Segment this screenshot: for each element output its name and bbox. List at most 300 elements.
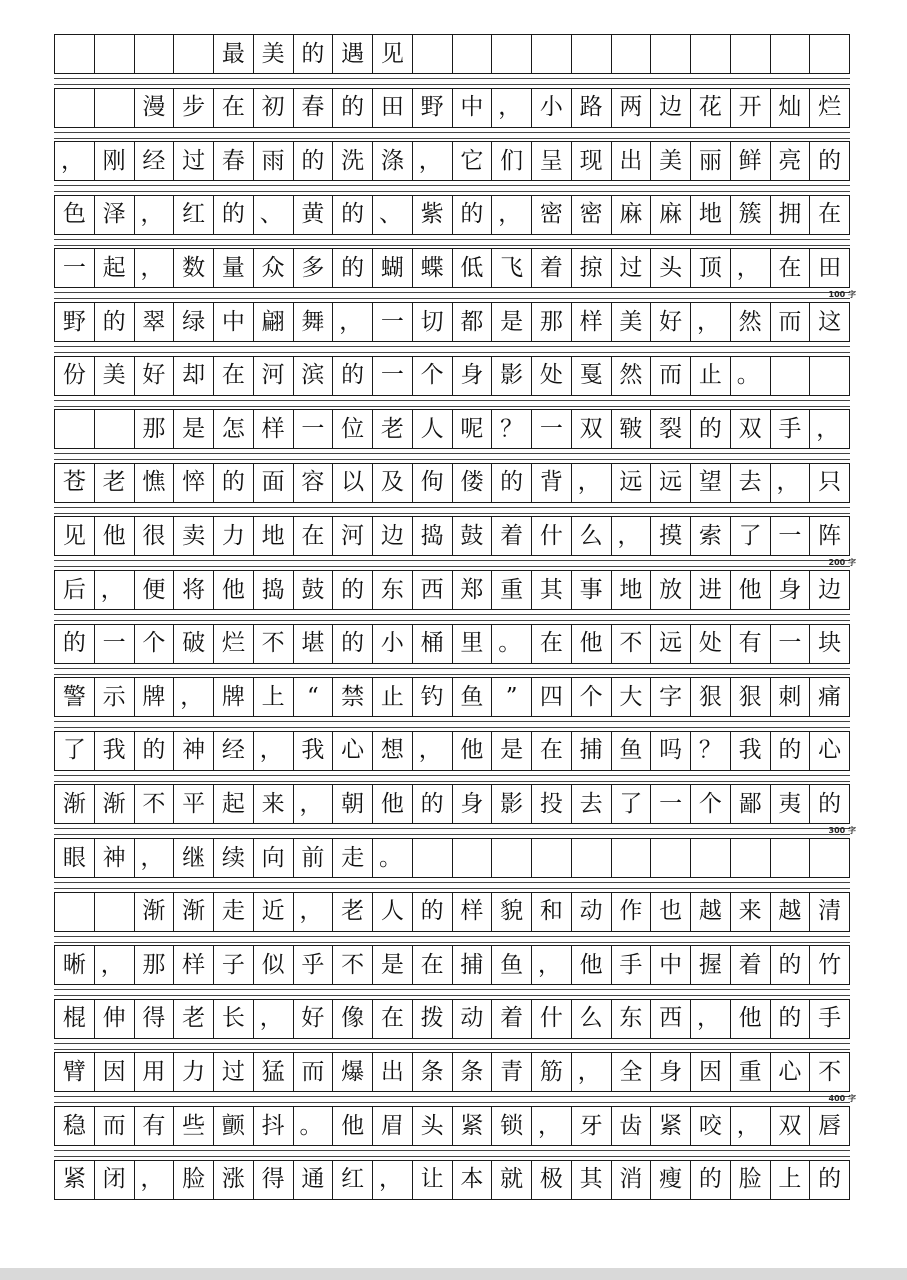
grid-cell: 过 [214, 1053, 254, 1091]
grid-cell: ， [333, 303, 373, 341]
grid-cell: 烂 [214, 625, 254, 663]
character-count-mark: 200 字 [828, 558, 856, 568]
grid-cell: 们 [492, 142, 532, 180]
grid-cell: 稳 [55, 1107, 95, 1145]
grid-cell: 手 [612, 946, 652, 984]
grid-cell: 不 [612, 625, 652, 663]
grid-cell: 上 [771, 1161, 811, 1199]
grid-cell: 大 [612, 678, 652, 716]
grid-cell: 、 [254, 196, 294, 234]
grid-cell: 渐 [174, 893, 214, 931]
grid-cell: 将 [174, 571, 214, 609]
text-row [54, 570, 850, 610]
grid-cell: 怎 [214, 410, 254, 448]
grid-cell: 顶 [691, 249, 731, 287]
grid-cell: 的 [55, 625, 95, 663]
grid-cell: 条 [453, 1053, 493, 1091]
grid-cell: 。 [492, 625, 532, 663]
grid-cell: 过 [174, 142, 214, 180]
grid-cell: 也 [651, 893, 691, 931]
text-row [54, 624, 850, 664]
grid-cell: 泽 [95, 196, 135, 234]
text-row [54, 88, 850, 128]
grid-cell: 些 [174, 1107, 214, 1145]
grid-cell: ， [731, 1107, 771, 1145]
grid-cell [612, 35, 652, 73]
grid-cell: 然 [612, 357, 652, 395]
grid-cell: 翠 [135, 303, 175, 341]
grid-cell: 紫 [413, 196, 453, 234]
grid-cell [55, 35, 95, 73]
grid-cell: 身 [651, 1053, 691, 1091]
grid-cell: 的 [294, 35, 334, 73]
grid-cell: 桶 [413, 625, 453, 663]
grid-cell: 他 [572, 625, 612, 663]
grid-cell: 其 [532, 571, 572, 609]
grid-cell: 鱼 [612, 732, 652, 770]
grid-cell: 远 [612, 464, 652, 502]
grid-cell: 在 [294, 517, 334, 555]
grid-cell: 青 [492, 1053, 532, 1091]
grid-cell: 边 [373, 517, 413, 555]
grid-cell: 伸 [95, 1000, 135, 1038]
grid-cell: 我 [731, 732, 771, 770]
grid-cell: 身 [771, 571, 811, 609]
grid-cell: 呢 [453, 410, 493, 448]
grid-cell: 郑 [453, 571, 493, 609]
grid-cell: 背 [532, 464, 572, 502]
text-row [54, 516, 850, 556]
grid-cell: 心 [771, 1053, 811, 1091]
grid-cell: 心 [333, 732, 373, 770]
grid-cell: 来 [731, 893, 771, 931]
grid-cell: ， [771, 464, 811, 502]
grid-cell: 老 [95, 464, 135, 502]
title-row [54, 34, 850, 74]
grid-cell [413, 35, 453, 73]
grid-cell: 灿 [771, 89, 811, 127]
text-row [54, 141, 850, 181]
grid-cell: 色 [55, 196, 95, 234]
grid-cell: 密 [572, 196, 612, 234]
grid-cell: 渐 [95, 785, 135, 823]
grid-cell: 美 [651, 142, 691, 180]
grid-cell: 因 [691, 1053, 731, 1091]
grid-cell: 的 [333, 196, 373, 234]
grid-cell [174, 35, 214, 73]
grid-cell [532, 839, 572, 877]
grid-cell: 便 [135, 571, 175, 609]
grid-cell: 憔 [135, 464, 175, 502]
grid-cell: 美 [95, 357, 135, 395]
text-row [54, 463, 850, 503]
grid-cell: 呈 [532, 142, 572, 180]
grid-cell: 出 [612, 142, 652, 180]
text-row [54, 248, 850, 288]
grid-cell: 麻 [612, 196, 652, 234]
grid-cell [413, 839, 453, 877]
grid-cell: 闭 [95, 1161, 135, 1199]
grid-cell: 处 [691, 625, 731, 663]
grid-cell: 最 [214, 35, 254, 73]
grid-cell: 爆 [333, 1053, 373, 1091]
grid-cell: 春 [294, 89, 334, 127]
grid-cell: 着 [492, 1000, 532, 1038]
grid-cell: ， [492, 196, 532, 234]
grid-cell: 处 [532, 357, 572, 395]
grid-cell: 见 [373, 35, 413, 73]
grid-cell: 只 [810, 464, 850, 502]
grid-cell: 洗 [333, 142, 373, 180]
grid-cell: 在 [771, 249, 811, 287]
grid-cell [572, 35, 612, 73]
grid-cell: 事 [572, 571, 612, 609]
grid-cell: 好 [294, 1000, 334, 1038]
grid-cell: 切 [413, 303, 453, 341]
grid-cell: 了 [612, 785, 652, 823]
grid-cell: 的 [294, 142, 334, 180]
grid-cell: 刺 [771, 678, 811, 716]
grid-cell: 就 [492, 1161, 532, 1199]
grid-cell: 其 [572, 1161, 612, 1199]
grid-cell: 子 [214, 946, 254, 984]
grid-cell: 双 [572, 410, 612, 448]
grid-cell: 让 [413, 1161, 453, 1199]
grid-cell: 作 [612, 893, 652, 931]
grid-cell: 来 [254, 785, 294, 823]
grid-cell: 苍 [55, 464, 95, 502]
grid-cell: 美 [612, 303, 652, 341]
grid-cell: 在 [532, 625, 572, 663]
grid-cell: 样 [572, 303, 612, 341]
grid-cell: 。 [731, 357, 771, 395]
grid-cell: 重 [731, 1053, 771, 1091]
grid-cell: 悴 [174, 464, 214, 502]
grid-cell: 了 [731, 517, 771, 555]
grid-cell: 容 [294, 464, 334, 502]
grid-cell: 那 [135, 946, 175, 984]
grid-cell: 一 [95, 625, 135, 663]
grid-cell [453, 839, 493, 877]
grid-cell: 人 [373, 893, 413, 931]
grid-cell: ， [135, 1161, 175, 1199]
grid-cell: 越 [771, 893, 811, 931]
grid-cell: 偻 [453, 464, 493, 502]
grid-cell: 个 [691, 785, 731, 823]
grid-cell: 乎 [294, 946, 334, 984]
grid-cell: 不 [810, 1053, 850, 1091]
grid-cell: 众 [254, 249, 294, 287]
text-row [54, 999, 850, 1039]
grid-cell: 的 [413, 893, 453, 931]
grid-cell: 牌 [214, 678, 254, 716]
grid-cell: 是 [174, 410, 214, 448]
grid-cell: ， [572, 1053, 612, 1091]
grid-cell: 抖 [254, 1107, 294, 1145]
grid-cell: 小 [532, 89, 572, 127]
grid-cell: ， [254, 1000, 294, 1038]
grid-cell: 钓 [413, 678, 453, 716]
grid-cell: 像 [333, 1000, 373, 1038]
grid-cell: 猛 [254, 1053, 294, 1091]
grid-cell: 的 [771, 946, 811, 984]
grid-cell: 渐 [135, 893, 175, 931]
grid-cell: 他 [373, 785, 413, 823]
grid-cell: 过 [612, 249, 652, 287]
grid-cell: 的 [135, 732, 175, 770]
grid-cell: 的 [810, 785, 850, 823]
character-count-mark: 300 字 [828, 826, 856, 836]
grid-cell: 手 [771, 410, 811, 448]
grid-cell: 紧 [55, 1161, 95, 1199]
grid-cell: 远 [651, 625, 691, 663]
grid-cell: 摸 [651, 517, 691, 555]
grid-cell: 么 [572, 1000, 612, 1038]
grid-cell: 的 [333, 357, 373, 395]
grid-cell: 皲 [612, 410, 652, 448]
grid-cell: 起 [95, 249, 135, 287]
grid-cell: 人 [413, 410, 453, 448]
grid-cell: 飞 [492, 249, 532, 287]
grid-cell: 地 [254, 517, 294, 555]
grid-cell: 后 [55, 571, 95, 609]
grid-cell: 捕 [453, 946, 493, 984]
grid-cell: 消 [612, 1161, 652, 1199]
grid-cell: 夷 [771, 785, 811, 823]
grid-cell: 捣 [254, 571, 294, 609]
grid-cell: 投 [532, 785, 572, 823]
grid-cell: 远 [651, 464, 691, 502]
grid-cell: 春 [214, 142, 254, 180]
grid-cell: 都 [453, 303, 493, 341]
grid-cell: 里 [453, 625, 493, 663]
grid-cell: 示 [95, 678, 135, 716]
grid-cell: 一 [373, 303, 413, 341]
grid-cell: 西 [413, 571, 453, 609]
grid-cell [95, 89, 135, 127]
grid-cell: 雨 [254, 142, 294, 180]
grid-cell: 不 [333, 946, 373, 984]
grid-cell: 。 [294, 1107, 334, 1145]
grid-cell: 在 [413, 946, 453, 984]
grid-cell: 什 [532, 517, 572, 555]
grid-cell: 的 [771, 1000, 811, 1038]
grid-cell: 野 [413, 89, 453, 127]
grid-cell: 在 [532, 732, 572, 770]
grid-cell: 他 [95, 517, 135, 555]
grid-cell: 初 [254, 89, 294, 127]
grid-cell: 通 [294, 1161, 334, 1199]
grid-cell: 一 [373, 357, 413, 395]
grid-cell: 阵 [810, 517, 850, 555]
grid-cell [771, 357, 811, 395]
grid-cell: 破 [174, 625, 214, 663]
grid-cell: 刚 [95, 142, 135, 180]
grid-cell: 什 [532, 1000, 572, 1038]
grid-cell [810, 35, 850, 73]
grid-cell: 的 [95, 303, 135, 341]
grid-cell: 双 [771, 1107, 811, 1145]
grid-cell: 拨 [413, 1000, 453, 1038]
grid-cell: 晰 [55, 946, 95, 984]
grid-cell: 样 [453, 893, 493, 931]
grid-cell: 脸 [731, 1161, 771, 1199]
grid-cell: 鱼 [492, 946, 532, 984]
grid-cell: 一 [294, 410, 334, 448]
grid-cell: 前 [294, 839, 334, 877]
grid-cell: 头 [651, 249, 691, 287]
grid-cell: 丽 [691, 142, 731, 180]
text-row [54, 1052, 850, 1092]
grid-cell: 而 [771, 303, 811, 341]
grid-cell: 的 [691, 410, 731, 448]
grid-cell: 、 [373, 196, 413, 234]
text-row [54, 302, 850, 342]
grid-cell: 禁 [333, 678, 373, 716]
grid-cell: 河 [254, 357, 294, 395]
character-count-mark: 100 字 [828, 290, 856, 300]
grid-cell: 痛 [810, 678, 850, 716]
grid-cell [492, 839, 532, 877]
grid-cell: ？ [691, 732, 731, 770]
grid-cell: 臂 [55, 1053, 95, 1091]
grid-cell: 貌 [492, 893, 532, 931]
grid-cell: 他 [731, 571, 771, 609]
grid-cell: 在 [214, 357, 254, 395]
grid-cell: 戛 [572, 357, 612, 395]
grid-cell: ， [612, 517, 652, 555]
grid-cell: 影 [492, 785, 532, 823]
grid-cell: 经 [214, 732, 254, 770]
grid-cell: 簇 [731, 196, 771, 234]
grid-cell: 的 [771, 732, 811, 770]
grid-cell: 中 [651, 946, 691, 984]
grid-cell: ， [174, 678, 214, 716]
grid-cell: 花 [691, 89, 731, 127]
grid-cell: ， [572, 464, 612, 502]
grid-cell: 而 [95, 1107, 135, 1145]
grid-cell: 咬 [691, 1107, 731, 1145]
grid-cell: 身 [453, 357, 493, 395]
grid-cell: 神 [95, 839, 135, 877]
grid-cell: 数 [174, 249, 214, 287]
grid-cell: 烂 [810, 89, 850, 127]
grid-cell: ， [532, 946, 572, 984]
grid-cell: ” [492, 678, 532, 716]
grid-cell: 紧 [453, 1107, 493, 1145]
grid-cell: 着 [492, 517, 532, 555]
grid-cell: 好 [135, 357, 175, 395]
grid-cell: 是 [492, 732, 532, 770]
grid-cell [691, 839, 731, 877]
grid-cell: 边 [810, 571, 850, 609]
grid-cell: 鼓 [453, 517, 493, 555]
grid-cell [572, 839, 612, 877]
grid-cell: 是 [373, 946, 413, 984]
grid-cell [55, 410, 95, 448]
grid-cell [810, 357, 850, 395]
grid-cell: 却 [174, 357, 214, 395]
grid-cell: 样 [254, 410, 294, 448]
grid-cell: 字 [651, 678, 691, 716]
text-row [54, 731, 850, 771]
grid-cell [492, 35, 532, 73]
grid-cell: 我 [294, 732, 334, 770]
grid-cell: 中 [214, 303, 254, 341]
grid-cell: 亮 [771, 142, 811, 180]
grid-cell: 走 [214, 893, 254, 931]
grid-cell: 老 [333, 893, 373, 931]
grid-cell: ， [373, 1161, 413, 1199]
grid-cell: 的 [810, 142, 850, 180]
grid-cell: 漫 [135, 89, 175, 127]
grid-cell: 量 [214, 249, 254, 287]
grid-cell: 近 [254, 893, 294, 931]
grid-cell: 裂 [651, 410, 691, 448]
text-row [54, 409, 850, 449]
grid-cell: 然 [731, 303, 771, 341]
grid-cell: 田 [373, 89, 413, 127]
grid-cell: 在 [373, 1000, 413, 1038]
grid-cell: 西 [651, 1000, 691, 1038]
grid-cell: 颤 [214, 1107, 254, 1145]
grid-cell: 见 [55, 517, 95, 555]
grid-cell: 长 [214, 1000, 254, 1038]
grid-cell: 麻 [651, 196, 691, 234]
grid-cell: 的 [453, 196, 493, 234]
grid-cell: 眉 [373, 1107, 413, 1145]
grid-cell: ， [810, 410, 850, 448]
grid-cell: ， [254, 732, 294, 770]
grid-cell: ， [691, 1000, 731, 1038]
grid-cell: 渐 [55, 785, 95, 823]
grid-cell: ， [731, 249, 771, 287]
grid-cell: 脸 [174, 1161, 214, 1199]
grid-cell: 的 [333, 625, 373, 663]
grid-cell: 的 [810, 1161, 850, 1199]
grid-cell: 似 [254, 946, 294, 984]
grid-cell: 条 [413, 1053, 453, 1091]
grid-cell: ， [492, 89, 532, 127]
grid-cell: 的 [413, 785, 453, 823]
grid-cell: 了 [55, 732, 95, 770]
grid-cell [95, 893, 135, 931]
grid-cell: 去 [572, 785, 612, 823]
grid-cell: 索 [691, 517, 731, 555]
grid-cell: 鲜 [731, 142, 771, 180]
grid-cell: 竹 [810, 946, 850, 984]
grid-cell: 这 [810, 303, 850, 341]
grid-cell: 得 [254, 1161, 294, 1199]
grid-cell: 红 [174, 196, 214, 234]
grid-cell: 位 [333, 410, 373, 448]
grid-cell: 止 [691, 357, 731, 395]
grid-cell: 不 [254, 625, 294, 663]
grid-cell [771, 839, 811, 877]
grid-cell [731, 35, 771, 73]
grid-cell: 得 [135, 1000, 175, 1038]
grid-cell: 。 [373, 839, 413, 877]
grid-cell: 止 [373, 678, 413, 716]
grid-cell: 是 [492, 303, 532, 341]
grid-cell: 用 [135, 1053, 175, 1091]
grid-cell [453, 35, 493, 73]
grid-cell: ， [294, 785, 334, 823]
grid-cell: ？ [492, 410, 532, 448]
grid-cell: 他 [731, 1000, 771, 1038]
grid-cell: ， [532, 1107, 572, 1145]
grid-cell: 一 [771, 517, 811, 555]
